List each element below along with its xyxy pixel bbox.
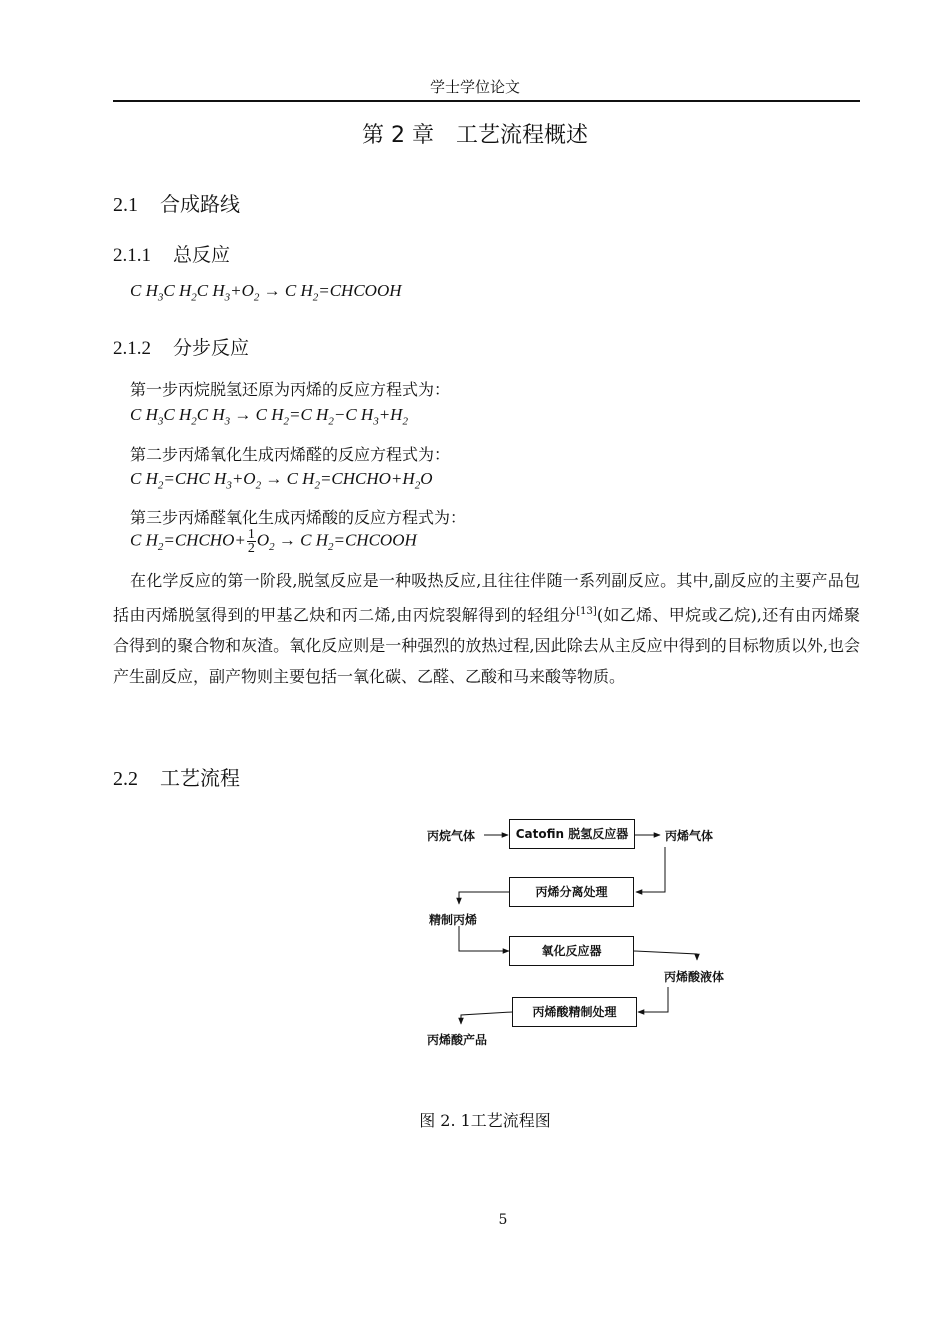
flow-box-acrylic-acid-refining: 丙烯酸精制处理 (512, 997, 637, 1027)
arrow-separation-to-refined (459, 892, 509, 904)
paragraph-text: 在化学反应的第一阶段,脱氢反应是一种吸热反应,且往往伴随一系列副反应。其中,副反应的主要产品包括由丙烯脱氢得到的甲基乙炔和丙二烯,由丙烷裂解得到的轻组分 (113, 571, 860, 625)
figure-caption: 图 2. 1工艺流程图 (419, 1111, 551, 1130)
equation-step1: C $H_3C$ $H_2C$ $H_3 \to C$ $H_2=C$ $H_2-C$ $H_3+H_2$ (130, 405, 408, 428)
section-number: 2.2 (113, 768, 138, 790)
section-number: 2.1.1 (113, 245, 151, 266)
section-number: 2.1.2 (113, 338, 151, 359)
section-title: 工艺流程 (160, 766, 240, 790)
equation-overall: C $H_3C$ $H_2C$ $H_3+O_2 \to C$ $H_2=CHCOOH$ (130, 281, 402, 304)
paragraph-text-continued: (如乙烯、甲烷或乙烷),还有由丙烯聚合得到的聚合物和灰渣。氧化反应则是一种强烈的放热过程,因此除去从主反应中得到的目标物质以外,也会产生副反应，副产物则主要包括一氧化碳、乙醛、乙酸和马来酸等物质。 (113, 605, 861, 687)
flow-box-propylene-separation: 丙烯分离处理 (509, 877, 634, 907)
page-number: 5 (498, 1212, 508, 1228)
arrow-refining-to-product (461, 1012, 512, 1024)
equation-step2: C $H_2=CHC$ $H_3+O_2 \to C$ $H_2=CHCHO+H_2O$ (130, 469, 433, 492)
step2-text: 第二步丙烯氧化生成丙烯醛的反应方程式为： (130, 445, 451, 464)
section-title: 总反应 (173, 244, 231, 266)
citation-ref: [13] (576, 606, 597, 617)
flow-box-catofin-reactor: Catofin 脱氢反应器 (509, 819, 635, 849)
running-header: 学士学位论文 (429, 78, 520, 96)
flow-label-acrylic-acid-product: 丙烯酸产品 (427, 1033, 488, 1047)
flow-label-acrylic-acid-liquid: 丙烯酸液体 (664, 970, 725, 984)
fraction-one-half: $\frac{1}{2}$ (247, 527, 255, 556)
section-title: 合成路线 (160, 192, 240, 216)
section-number: 2.1 (113, 194, 138, 216)
equation-step3: C $H_2=CHCHO+$ $\frac{1}{2}$ $O_2 \to C$ $H_2=CHCOOH$ (130, 527, 417, 556)
flow-label-refined-propylene: 精制丙烯 (429, 913, 478, 927)
step3-text: 第三步丙烯醛氧化生成丙烯酸的反应方程式为： (130, 508, 467, 527)
arrow-acid-to-refining (638, 987, 668, 1012)
arrow-gas-to-separation (636, 847, 665, 892)
arrow-oxidation-to-acid (634, 951, 697, 960)
arrow-refined-to-oxidation (459, 926, 509, 951)
section-title: 分步反应 (173, 337, 250, 359)
chapter-title: 第 2 章 工艺流程概述 (362, 123, 588, 148)
flow-label-propane-gas: 丙烷气体 (427, 829, 476, 843)
flow-box-oxidation-reactor: 氧化反应器 (509, 936, 634, 966)
flow-label-propylene-gas: 丙烯气体 (665, 829, 714, 843)
step1-text: 第一步丙烷脱氢还原为丙烯的反应方程式为： (130, 380, 451, 399)
